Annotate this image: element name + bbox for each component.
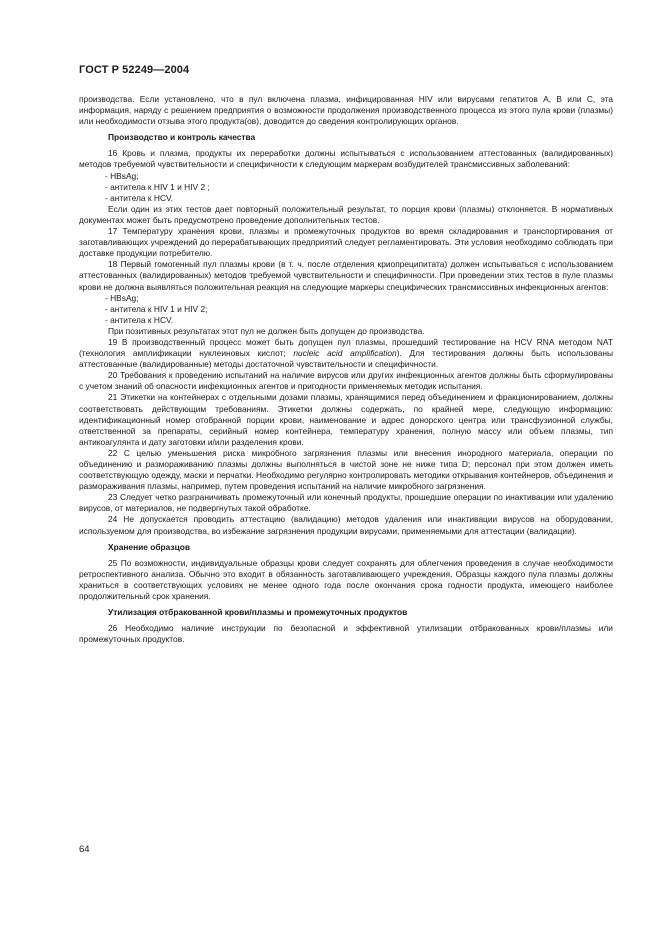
paragraph-23: 23 Следует четко разграничивать промежуточный или конечный продукты, прошедшие операции по инактивации или удалению вирусов, от материалов, не подвергнутых такой обработке. bbox=[79, 492, 613, 514]
list-item: - HBsAg; bbox=[105, 170, 139, 181]
paragraph-24: 24 Не допускается проводить аттестацию (валидацию) методов удаления или инактивации вирусов на оборудовании, используемом для производства, во избежание загрязнения продукции вирусами, применяемыми для аттестации (валидации). bbox=[79, 514, 613, 536]
paragraph-16: 16 Кровь и плазма, продукты их переработки должны испытываться с использованием аттестованных (валидированных) методов требуемой чувствительности и специфичности к следующим маркерам возбудителей трансмиссивных заболеваний: bbox=[79, 148, 613, 170]
paragraph-19-text-a: 19 В производственный процесс может быть допущен пул плазмы, прошедший тестирование на HCV RNA методом NAT (технология амплификации нуклеиновых кислот; bbox=[79, 336, 613, 359]
section-heading-production: Производство и контроль качества bbox=[108, 132, 256, 143]
paragraph-19-text-b: ). Для тестирования должны быть использованы аттестованные (валидированные) методы достаточной чувствительности и специфичности. bbox=[79, 348, 613, 370]
paragraph-continued: производства. Если установлено, что в пул включена плазма, инфицированная HIV или вирусами гепатитов А, В или С, эта информация, наряду с решением предприятия о возможности продолжения производственного процесса из этого пула крови (плазмы) или необходимости отзыва этого продукта(ов), доводится до сведения контролирующих органов. bbox=[79, 94, 613, 127]
paragraph-19-italic: nucleic acid amplification bbox=[293, 348, 397, 359]
paragraph-16-continued: Если один из этих тестов дает повторный положительный результат, то порция крови (плазмы) отклоняется. В нормативных документах может быть предусмотрено проведение дополнительных тестов. bbox=[79, 203, 613, 225]
list-item: - антитела к HCV. bbox=[105, 314, 174, 325]
page-number: 64 bbox=[79, 844, 90, 855]
list-item: - антитела к HIV 1 и HIV 2; bbox=[105, 303, 208, 314]
section-heading-disposal: Утилизация отбракованной крови/плазмы и промежуточных продуктов bbox=[108, 607, 408, 618]
list-item: - антитела к HIV 1 и HIV 2 ; bbox=[105, 181, 210, 192]
paragraph-22: 22 С целью уменьшения риска микробного загрязнения плазмы или внесения инородного материала, операции по объединению и размораживанию плазмы должны выполняться в чистой зоне не ниже типа D; персонал при этом должен иметь соответствующую одежду, маски и перчатки. Необходимо регулярно контролировать методики открывания контейнеров, объединения и размораживания плазмы, например, путем проведения испытаний на наличие микробного загрязнения. bbox=[79, 447, 613, 492]
paragraph-21: 21 Этикетки на контейнерах с отдельными дозами плазмы, хранящимися перед объединением и фракционированием, должны соответствовать действующим требованиям. Этикетки должны содержать, по крайней мере, следующую информацию: идентификационный номер отобранной порции крови, наименование и адрес донорского центра или трансфузионной службы, ответственной за препараты, серийный номер контейнера, температуру хранения, полную массу или объем плазмы, тип антикоагулянта и дату заготовки и/или разделения крови. bbox=[79, 392, 613, 447]
paragraph-17: 17 Температуру хранения крови, плазмы и промежуточных продуктов во время складирования и транспортирования от заготавливающих учреждений до перерабатывающих предприятий следует регламентировать. Эти условия необходимо соблюдать при доставке продукции потребителю. bbox=[79, 226, 613, 259]
paragraph-18-continued: При позитивных результатах этот пул не должен быть допущен до производства. bbox=[108, 325, 425, 336]
paragraph-18: 18 Первый гомогенный пул плазмы крови (в т. ч. после отделения криопреципитата) должен испытываться с использованием аттестованных (валидированных) методов требуемой чувствительности и специфичности. При проведении этих тестов в пуле плазмы крови не должна выявляться положительная реакция на следующие маркеры специфических трансмиссивных инфекционных агентов: bbox=[79, 259, 613, 292]
document-body bbox=[79, 94, 613, 645]
list-item: - антитела к HCV. bbox=[105, 192, 174, 203]
list-item: - HBsAg; bbox=[105, 292, 139, 303]
paragraph-26: 26 Необходимо наличие инструкции по безопасной и эффективной утилизации отбракованных крови/плазмы или промежуточных продуктов. bbox=[79, 623, 613, 645]
paragraph-20: 20 Требования к проведению испытаний на наличие вирусов или других инфекционных агентов должны быть сформулированы с учетом знаний об опасности инфекционных агентов и пригодности применяемых методик испытания. bbox=[79, 370, 613, 392]
section-heading-samples: Хранение образцов bbox=[108, 541, 191, 552]
paragraph-25: 25 По возможности, индивидуальные образцы крови следует сохранять для облегчения проведения в случае необходимости ретроспективного анализа. Обычно это входит в обязанность заготавливающего учреждения. Образцы каждого пула плазмы должны храниться в соответствующих условиях не менее одного года после окончания срока годности продукта, имеющего наиболее продолжительный срок хранения. bbox=[79, 557, 613, 602]
document-header: ГОСТ Р 52249—2004 bbox=[79, 64, 190, 76]
paragraph-19 bbox=[79, 337, 613, 370]
